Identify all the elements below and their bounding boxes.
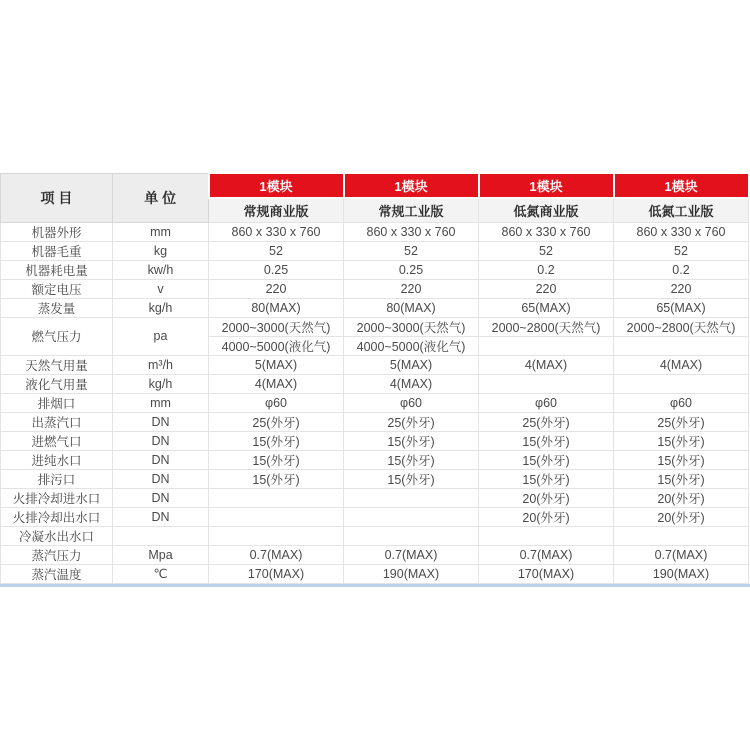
- cell-value: 220: [209, 279, 344, 298]
- cell-value: 52: [344, 241, 479, 260]
- cell-value: 860 x 330 x 760: [479, 222, 614, 241]
- cell-value: 0.25: [344, 260, 479, 279]
- col-header-item: 项 目: [1, 173, 113, 222]
- cell-value: φ60: [344, 393, 479, 412]
- row-label: 排烟口: [1, 393, 113, 412]
- row-unit: mm: [113, 393, 209, 412]
- row-unit: DN: [113, 507, 209, 526]
- cell-value: 15(外牙): [209, 431, 344, 450]
- row-label: 排污口: [1, 469, 113, 488]
- cell-value: 860 x 330 x 760: [209, 222, 344, 241]
- cell-value: 20(外牙): [479, 488, 614, 507]
- cell-value: φ60: [479, 393, 614, 412]
- cell-value: [209, 507, 344, 526]
- cell-value: 15(外牙): [614, 431, 749, 450]
- cell-value: 65(MAX): [479, 298, 614, 317]
- row-unit: [113, 526, 209, 545]
- row-label: 进燃气口: [1, 431, 113, 450]
- row-label: 蒸汽压力: [1, 545, 113, 564]
- col-header-module-1: 1模块: [209, 173, 344, 198]
- row-label: 进纯水口: [1, 450, 113, 469]
- cell-value: 15(外牙): [614, 450, 749, 469]
- cell-value: 20(外牙): [614, 507, 749, 526]
- row-label: 冷凝水出水口: [1, 526, 113, 545]
- col-header-variant-3: 低氮商业版: [479, 198, 614, 222]
- table-row: [1, 317, 749, 336]
- cell-value: 15(外牙): [614, 469, 749, 488]
- col-header-variant-2: 常规工业版: [344, 198, 479, 222]
- cell-value: 15(外牙): [479, 450, 614, 469]
- row-unit: kg/h: [113, 298, 209, 317]
- table-row: [1, 260, 749, 279]
- cell-value: [614, 336, 749, 355]
- row-label: 机器耗电量: [1, 260, 113, 279]
- table-row: [1, 222, 749, 241]
- cell-value: [614, 526, 749, 545]
- cell-value: 15(外牙): [479, 431, 614, 450]
- row-unit: kw/h: [113, 260, 209, 279]
- row-label: 火排冷却进水口: [1, 488, 113, 507]
- row-label: 额定电压: [1, 279, 113, 298]
- cell-value: [344, 526, 479, 545]
- spec-table-grid: [0, 172, 750, 584]
- col-header-variant-1: 常规商业版: [209, 198, 344, 222]
- row-unit: Mpa: [113, 545, 209, 564]
- col-header-module-3: 1模块: [479, 173, 614, 198]
- row-unit: kg: [113, 241, 209, 260]
- table-row: [1, 488, 749, 507]
- cell-value: 15(外牙): [344, 469, 479, 488]
- cell-value: 190(MAX): [344, 564, 479, 583]
- cell-value: 0.7(MAX): [209, 545, 344, 564]
- row-unit: DN: [113, 469, 209, 488]
- module-header-row: [1, 173, 749, 198]
- row-label: 机器毛重: [1, 241, 113, 260]
- cell-value: 2000~3000(天然气): [209, 317, 344, 336]
- table-row: [1, 393, 749, 412]
- cell-value: 25(外牙): [209, 412, 344, 431]
- cell-value: 52: [209, 241, 344, 260]
- table-row: [1, 298, 749, 317]
- cell-value: 65(MAX): [614, 298, 749, 317]
- table-row: [1, 412, 749, 431]
- cell-value: 20(外牙): [479, 507, 614, 526]
- cell-value: 4000~5000(液化气): [344, 336, 479, 355]
- cell-value: 15(外牙): [344, 431, 479, 450]
- cell-value: 80(MAX): [209, 298, 344, 317]
- col-header-unit: 单 位: [113, 173, 209, 222]
- table-row: [1, 355, 749, 374]
- row-label: 火排冷却出水口: [1, 507, 113, 526]
- cell-value: 0.25: [209, 260, 344, 279]
- col-header-module-2: 1模块: [344, 173, 479, 198]
- table-row: [1, 507, 749, 526]
- cell-value: 0.7(MAX): [479, 545, 614, 564]
- cell-value: 170(MAX): [479, 564, 614, 583]
- cell-value: 25(外牙): [344, 412, 479, 431]
- cell-value: 860 x 330 x 760: [614, 222, 749, 241]
- cell-value: 15(外牙): [209, 469, 344, 488]
- row-label: 液化气用量: [1, 374, 113, 393]
- cell-value: 15(外牙): [479, 469, 614, 488]
- row-label: 天然气用量: [1, 355, 113, 374]
- cell-value: 5(MAX): [344, 355, 479, 374]
- row-unit: DN: [113, 412, 209, 431]
- cell-value: [344, 488, 479, 507]
- cell-value: 15(外牙): [344, 450, 479, 469]
- cell-value: 20(外牙): [614, 488, 749, 507]
- row-label: 出蒸汽口: [1, 412, 113, 431]
- cell-value: 25(外牙): [479, 412, 614, 431]
- cell-value: [479, 526, 614, 545]
- cell-value: 0.7(MAX): [344, 545, 479, 564]
- cell-value: φ60: [209, 393, 344, 412]
- cell-value: 80(MAX): [344, 298, 479, 317]
- table-row: [1, 564, 749, 583]
- cell-value: 15(外牙): [209, 450, 344, 469]
- cell-value: [209, 488, 344, 507]
- cell-value: 0.2: [479, 260, 614, 279]
- row-label: 蒸发量: [1, 298, 113, 317]
- table-row: [1, 469, 749, 488]
- cell-value: 4000~5000(液化气): [209, 336, 344, 355]
- row-unit: DN: [113, 431, 209, 450]
- cell-value: [614, 374, 749, 393]
- table-row: [1, 374, 749, 393]
- cell-value: [209, 526, 344, 545]
- cell-value: 170(MAX): [209, 564, 344, 583]
- row-unit: DN: [113, 488, 209, 507]
- table-body: [1, 222, 749, 583]
- cell-value: [479, 374, 614, 393]
- table-row: [1, 450, 749, 469]
- row-unit: v: [113, 279, 209, 298]
- row-unit: mm: [113, 222, 209, 241]
- row-label: 燃气压力: [1, 317, 113, 355]
- cell-value: 25(外牙): [614, 412, 749, 431]
- cell-value: 220: [479, 279, 614, 298]
- cell-value: [479, 336, 614, 355]
- cell-value: 0.7(MAX): [614, 545, 749, 564]
- col-header-variant-4: 低氮工业版: [614, 198, 749, 222]
- table-bottom-accent: [0, 584, 750, 587]
- cell-value: 4(MAX): [209, 374, 344, 393]
- row-unit: m³/h: [113, 355, 209, 374]
- cell-value: 2000~2800(天然气): [479, 317, 614, 336]
- cell-value: 220: [344, 279, 479, 298]
- table-row: [1, 431, 749, 450]
- cell-value: φ60: [614, 393, 749, 412]
- cell-value: 2000~3000(天然气): [344, 317, 479, 336]
- spec-table: [0, 172, 750, 587]
- row-unit: ℃: [113, 564, 209, 583]
- cell-value: 220: [614, 279, 749, 298]
- cell-value: 860 x 330 x 760: [344, 222, 479, 241]
- cell-value: 4(MAX): [344, 374, 479, 393]
- row-unit: pa: [113, 317, 209, 355]
- row-label: 蒸汽温度: [1, 564, 113, 583]
- cell-value: 4(MAX): [479, 355, 614, 374]
- table-row: [1, 545, 749, 564]
- table-row: [1, 526, 749, 545]
- row-unit: kg/h: [113, 374, 209, 393]
- cell-value: 2000~2800(天然气): [614, 317, 749, 336]
- table-row: [1, 279, 749, 298]
- cell-value: 52: [614, 241, 749, 260]
- cell-value: 0.2: [614, 260, 749, 279]
- row-unit: DN: [113, 450, 209, 469]
- cell-value: 5(MAX): [209, 355, 344, 374]
- table-row: [1, 241, 749, 260]
- cell-value: 190(MAX): [614, 564, 749, 583]
- cell-value: 4(MAX): [614, 355, 749, 374]
- cell-value: 52: [479, 241, 614, 260]
- cell-value: [344, 507, 479, 526]
- row-label: 机器外形: [1, 222, 113, 241]
- col-header-module-4: 1模块: [614, 173, 749, 198]
